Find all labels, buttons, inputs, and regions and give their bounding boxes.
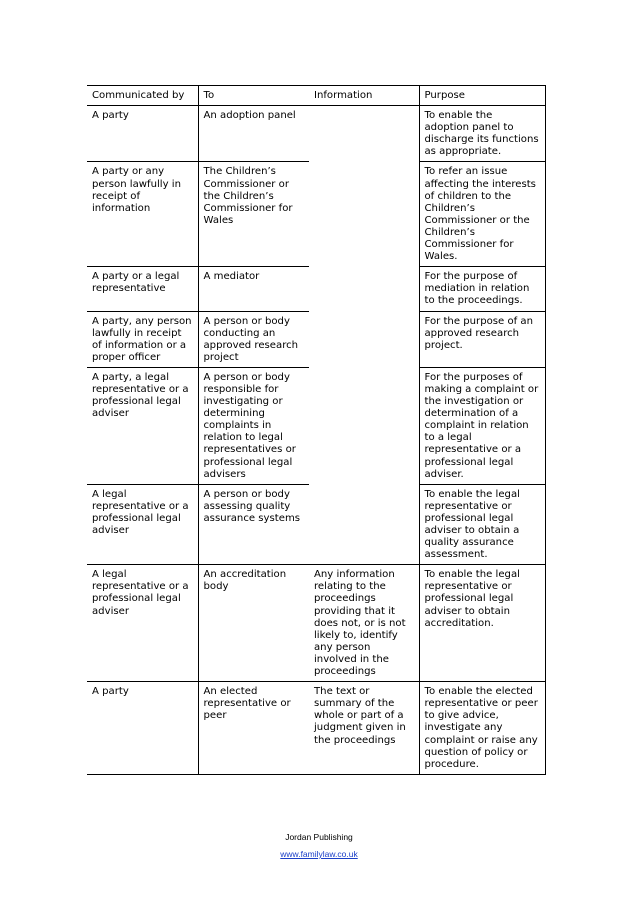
cell-to: An elected representative or peer — [198, 682, 309, 775]
cell-to: An accreditation body — [198, 565, 309, 682]
cell-to: A mediator — [198, 267, 309, 311]
cell-purpose: To enable the elected representative or peer to give advice, investigate any complaint or raise any question of policy or procedure. — [419, 682, 545, 775]
table-row — [87, 311, 545, 367]
cell-information — [309, 484, 419, 565]
cell-to: A person or body responsible for investigating or determining complaints in relation to legal representatives or professional legal advisers — [198, 367, 309, 484]
cell-information — [309, 162, 419, 267]
cell-information: The text or summary of the whole or part of a judgment given in the proceedings — [309, 682, 419, 775]
cell-information — [309, 367, 419, 484]
cell-purpose: To refer an issue affecting the interests of children to the Children’s Commissioner or the Children’s Commissioner for Wales. — [419, 162, 545, 267]
cell-to: A person or body assessing quality assurance systems — [198, 484, 309, 565]
cell-purpose: To enable the legal representative or professional legal adviser to obtain accreditation. — [419, 565, 545, 682]
header-to: To — [198, 86, 309, 106]
cell-information — [309, 106, 419, 162]
table-row — [87, 267, 545, 311]
cell-purpose: To enable the legal representative or professional legal adviser to obtain a quality assurance assessment. — [419, 484, 545, 565]
cell-purpose: For the purpose of an approved research project. — [419, 311, 545, 367]
table-row — [87, 565, 545, 682]
cell-purpose: For the purpose of mediation in relation to the proceedings. — [419, 267, 545, 311]
cell-communicated-by: A legal representative or a professional legal adviser — [87, 484, 198, 565]
cell-communicated-by: A party — [87, 682, 198, 775]
cell-purpose: To enable the adoption panel to discharge its functions as appropriate. — [419, 106, 545, 162]
footer-publisher: Jordan Publishing — [285, 832, 353, 842]
table-row — [87, 682, 545, 775]
header-communicated-by: Communicated by — [87, 86, 198, 106]
cell-communicated-by: A party or a legal representative — [87, 267, 198, 311]
table-header-row — [87, 86, 545, 106]
cell-to: A person or body conducting an approved research project — [198, 311, 309, 367]
cell-to: The Children’s Commissioner or the Children’s Commissioner for Wales — [198, 162, 309, 267]
disclosure-table — [87, 85, 546, 775]
cell-communicated-by: A party, any person lawfully in receipt of information or a proper officer — [87, 311, 198, 367]
table-row — [87, 106, 545, 162]
table-row — [87, 162, 545, 267]
cell-communicated-by: A legal representative or a professional legal adviser — [87, 565, 198, 682]
cell-communicated-by: A party, a legal representative or a professional legal adviser — [87, 367, 198, 484]
cell-purpose: For the purposes of making a complaint or the investigation or determination of a complaint in relation to a legal representative or a professional legal adviser. — [419, 367, 545, 484]
cell-information: Any information relating to the proceedings providing that it does not, or is not likely to, identify any person involved in the proceedings — [309, 565, 419, 682]
cell-information — [309, 267, 419, 311]
table-row — [87, 367, 545, 484]
header-information: Information — [309, 86, 419, 106]
cell-information — [309, 311, 419, 367]
table-row — [87, 484, 545, 565]
cell-to: An adoption panel — [198, 106, 309, 162]
header-purpose: Purpose — [419, 86, 545, 106]
cell-communicated-by: A party — [87, 106, 198, 162]
cell-communicated-by: A party or any person lawfully in receipt of information — [87, 162, 198, 267]
footer-website-link[interactable]: www.familylaw.co.uk — [280, 849, 358, 859]
